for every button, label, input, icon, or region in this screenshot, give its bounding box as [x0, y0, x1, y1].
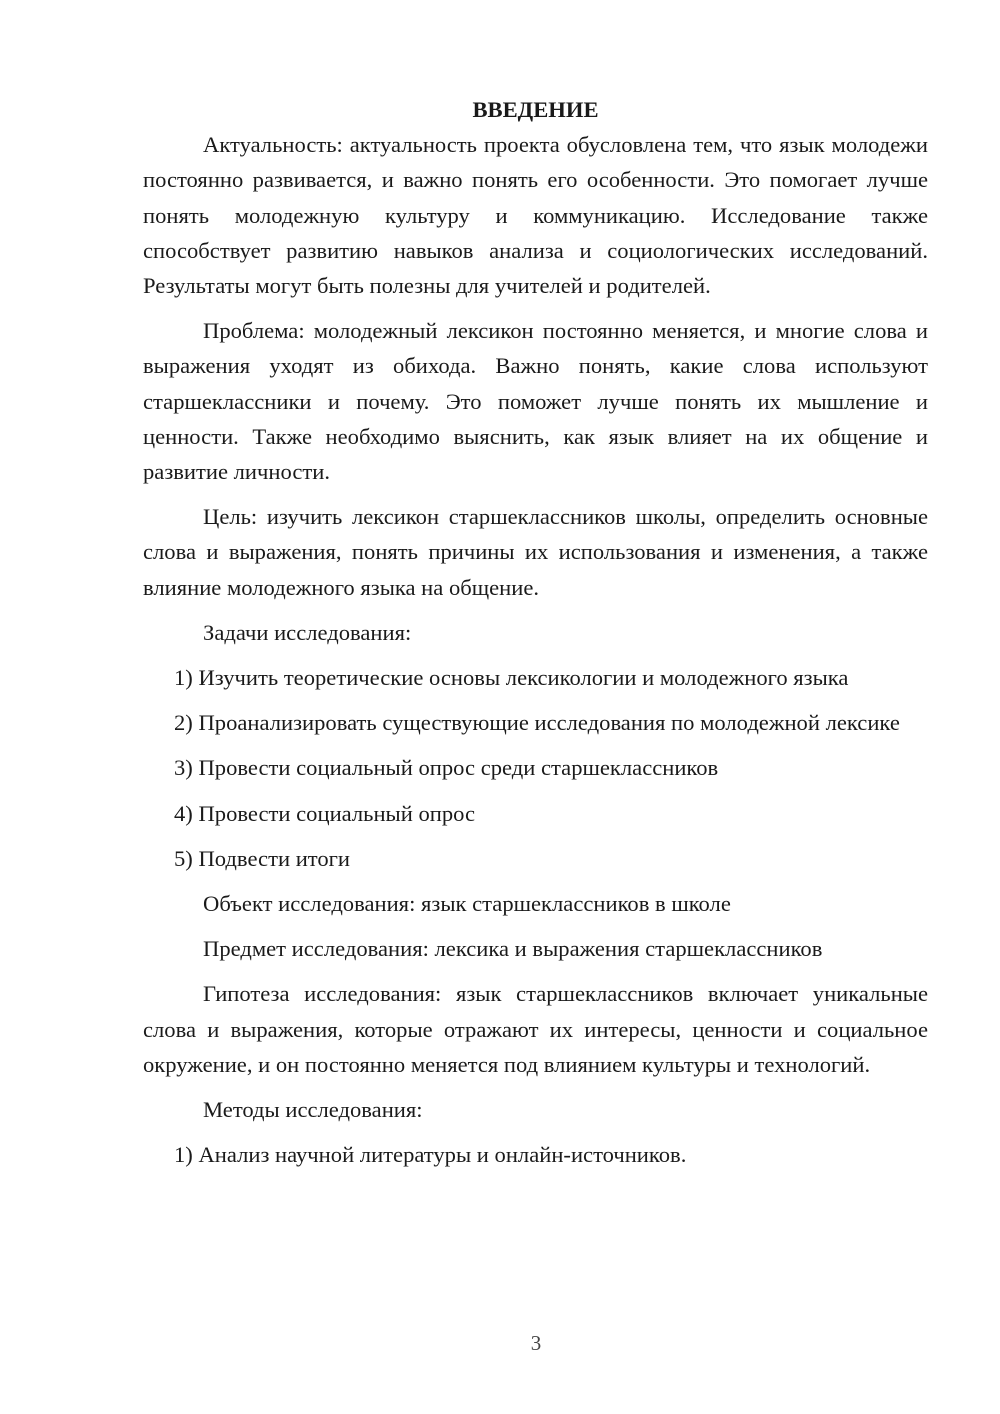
- research-subject: Предмет исследования: лексика и выражения старшеклассников: [203, 936, 823, 962]
- task-item-4: 4) Провести социальный опрос: [174, 800, 476, 826]
- paragraph-problem: Проблема: молодежный лексикон постоянно меняется, и многие слова и выражения уходят из обихода. Важно понять, какие слова используют старшеклассники и почему. Это поможет лучше понять их мышление и ценности. Также необходимо выяснить, как язык влияет на их общение и развитие личности.: [143, 318, 928, 485]
- paragraph-goal: Цель: изучить лексикон старшеклассников школы, определить основные слова и выражения, понять причины их использования и изменения, а также влияние молодежного языка на общение.: [143, 504, 928, 600]
- paragraph-hypothesis: Гипотеза исследования: язык старшеклассников включает уникальные слова и выражения, которые отражают их интересы, ценности и социальное окружение, и он постоянно меняется под влиянием культуры и технологий.: [143, 981, 928, 1077]
- research-object: Объект исследования: язык старшеклассников в школе: [203, 891, 731, 917]
- methods-heading: Методы исследования:: [203, 1097, 423, 1123]
- task-item-2: 2) Проанализировать существующие исследования по молодежной лексике: [174, 710, 900, 736]
- page-content: [143, 92, 928, 1182]
- method-item-1: 1) Анализ научной литературы и онлайн-источников.: [174, 1142, 687, 1168]
- task-item-5: 5) Подвести итоги: [174, 845, 351, 871]
- tasks-heading: Задачи исследования:: [203, 619, 412, 645]
- task-item-1: 1) Изучить теоретические основы лексикологии и молодежного языка: [174, 665, 849, 691]
- page-number: 3: [530, 1331, 542, 1355]
- section-title: ВВЕДЕНИЕ: [472, 97, 599, 122]
- paragraph-relevance: Актуальность: актуальность проекта обусловлена тем, что язык молодежи постоянно развивается, и важно понять его особенности. Это помогает лучше понять молодежную культуру и коммуникацию. Исследование также способствует развитию навыков анализа и социологических исследований. Результаты могут быть полезны для учителей и родителей.: [143, 132, 928, 299]
- task-item-3: 3) Провести социальный опрос среди старшеклассников: [174, 755, 719, 781]
